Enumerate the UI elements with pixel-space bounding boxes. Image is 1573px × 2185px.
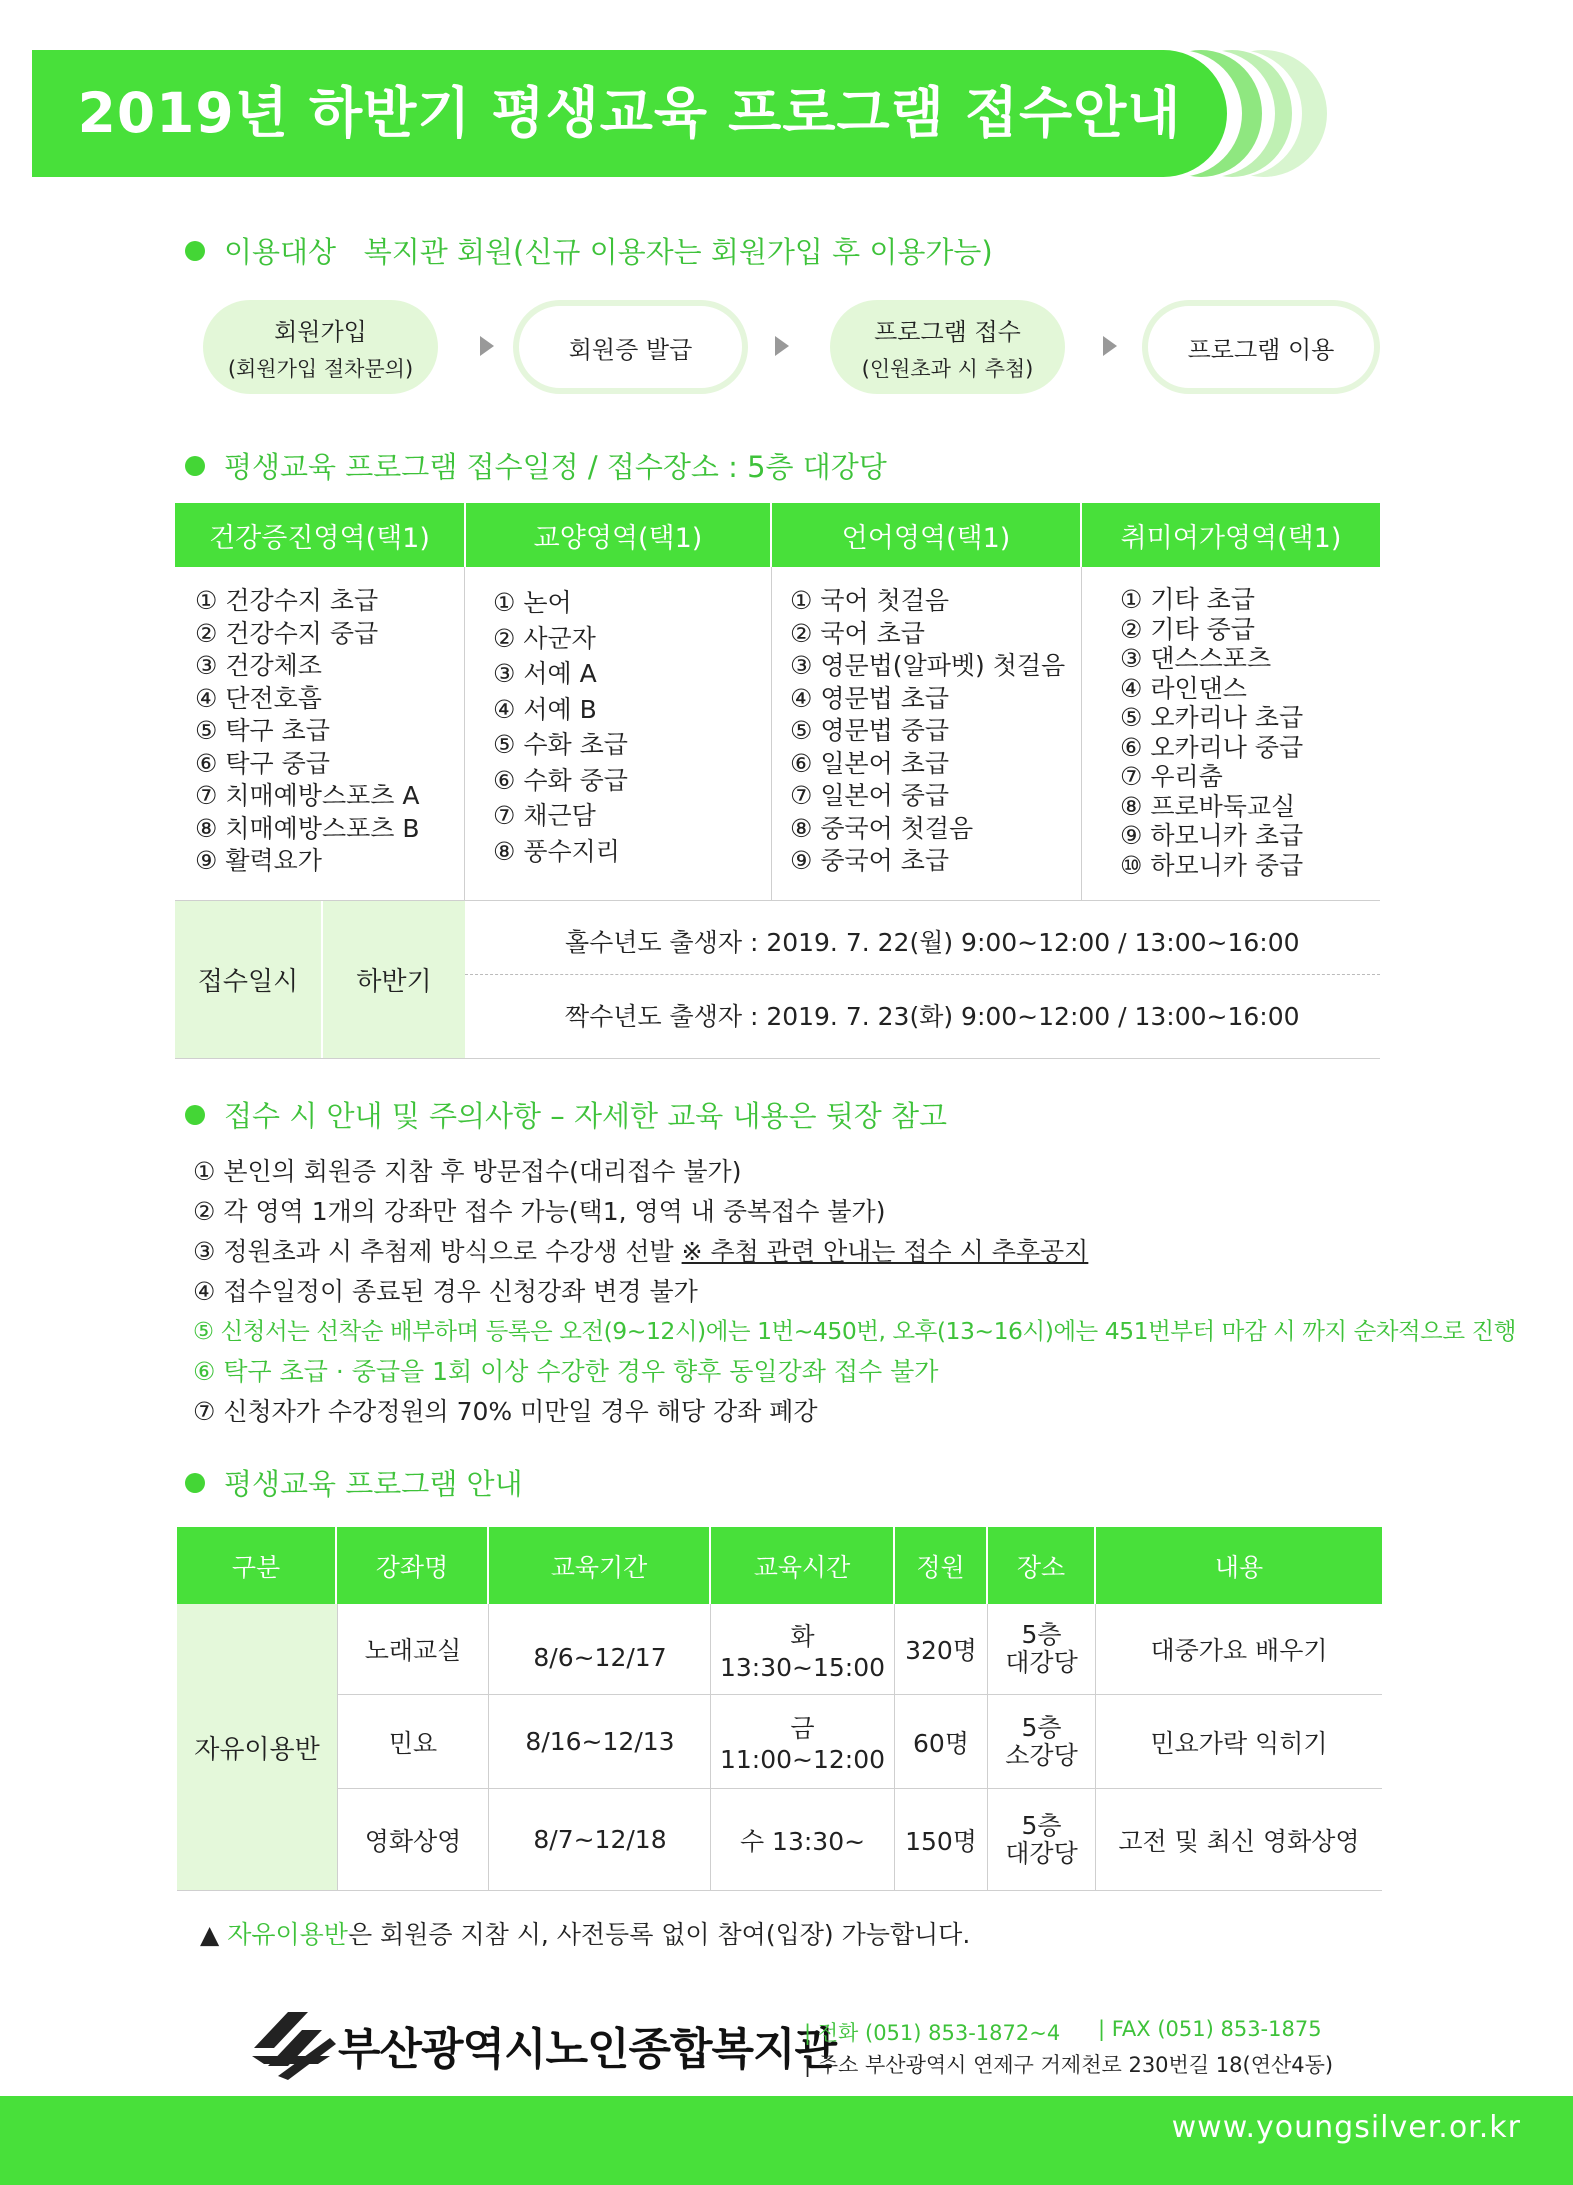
- list-item: ⑥ 수화 중급: [493, 765, 628, 795]
- schedule-column-hobby: [1082, 567, 1380, 901]
- program-header-time: 교육시간: [711, 1527, 895, 1604]
- arrow-right-icon: [775, 336, 789, 356]
- table-cell-period: 8/6~12/17: [533, 1642, 667, 1672]
- list-item: ⑥ 오카리나 중급: [1120, 732, 1304, 762]
- section3-title: 접수 시 안내 및 주의사항 – 자세한 교육 내용은 뒷장 참고: [224, 1099, 947, 1133]
- website-link[interactable]: www.youngsilver.or.kr: [1171, 2110, 1521, 2145]
- list-item: ⑤ 오카리나 초급: [1120, 703, 1304, 732]
- footer-phone: | 전화 (051) 853-1872~4: [804, 2021, 1061, 2045]
- notice-2: ② 각 영역 1개의 강좌만 접수 가능(택1, 영역 내 중복접수 불가): [193, 1197, 886, 1226]
- program-note-highlight: 자유이용반: [227, 1920, 348, 1949]
- list-item: ④ 영문법 초급: [790, 683, 950, 713]
- list-item: ③ 건강체조: [195, 651, 322, 680]
- table-cell-content: 대중가요 배우기: [1150, 1636, 1328, 1665]
- divider: [465, 974, 1380, 975]
- table-cell-time: 수 13:30~: [711, 1789, 895, 1890]
- notice-7: ⑦ 신청자가 수강정원의 70% 미만일 경우 해당 강좌 폐강: [193, 1397, 818, 1426]
- arrow-right-icon: [1103, 336, 1117, 356]
- list-item: ① 국어 첫걸음: [790, 586, 950, 615]
- bullet-icon: [185, 456, 205, 476]
- program-header-name: 강좌명: [337, 1527, 489, 1604]
- list-item: ① 논어: [493, 588, 572, 617]
- table-cell-name: 영화상영: [337, 1789, 489, 1890]
- odd-year-schedule: 홀수년도 출생자 : 2019. 7. 22(월) 9:00~12:00 / 13:00~16:00: [565, 928, 1300, 957]
- schedule-header-health: 건강증진영역(택1): [175, 503, 466, 567]
- triangle-up-icon: ▲: [200, 1920, 228, 1949]
- table-cell-name: 노래교실: [337, 1604, 489, 1694]
- table-cell-period: 8/16~12/13: [525, 1727, 675, 1756]
- list-item: ⑤ 영문법 중급: [790, 716, 950, 745]
- list-item: ③ 댄스스포츠: [1120, 644, 1272, 673]
- table-cell-period: 8/7~12/18: [533, 1825, 667, 1854]
- list-item: ④ 라인댄스: [1120, 673, 1247, 703]
- list-item: ⑧ 치매예방스포츠 B: [195, 813, 420, 843]
- schedule-culture-items: [493, 585, 628, 869]
- program-note: [200, 1915, 970, 1951]
- table-cell-place: [988, 1789, 1096, 1890]
- list-item: ⑥ 탁구 중급: [195, 748, 330, 778]
- process-step-2: [513, 300, 748, 394]
- divider: [175, 1058, 1380, 1059]
- notice-4: ④ 접수일정이 종료된 경우 신청강좌 변경 불가: [193, 1277, 698, 1306]
- program-note-text: 은 회원증 지참 시, 사전등록 없이 참여(입장) 가능합니다.: [347, 1920, 971, 1949]
- program-header-category: 구분: [177, 1527, 337, 1604]
- process-step-4-label: 프로그램 이용: [1187, 335, 1335, 364]
- program-category: 자유이용반: [177, 1604, 337, 1890]
- bullet-icon: [185, 1473, 205, 1493]
- list-item: ⑨ 활력요가: [195, 846, 322, 875]
- process-step-3-label: 프로그램 접수: [874, 317, 1021, 346]
- schedule-header-hobby: 취미여가영역(택1): [1082, 503, 1380, 567]
- list-item: ④ 단전호흡: [195, 683, 322, 713]
- footer-fax: | FAX (051) 853-1875: [1098, 2017, 1322, 2041]
- program-header-place: 장소: [988, 1527, 1096, 1604]
- list-item: ⑧ 프로바둑교실: [1120, 791, 1296, 821]
- process-step-3-sub: (인원초과 시 추첨): [861, 356, 1034, 381]
- process-step-4: [1142, 300, 1380, 394]
- list-item: ⑦ 일본어 중급: [790, 781, 950, 810]
- table-cell-time: 금 11:00~12:00: [711, 1695, 895, 1788]
- notice-1: ① 본인의 회원증 지참 후 방문접수(대리접수 불가): [193, 1157, 742, 1186]
- notice-3: [193, 1232, 1088, 1268]
- even-year-schedule: 짝수년도 출생자 : 2019. 7. 23(화) 9:00~12:00 / 13:00~16:00: [565, 1002, 1300, 1031]
- arrow-right-icon: [480, 336, 494, 356]
- schedule-header-culture: 교양영역(택1): [466, 503, 772, 567]
- list-item: ⑥ 일본어 초급: [790, 748, 950, 778]
- section2-title: 평생교육 프로그램 접수일정 / 접수장소 : 5층 대강당: [224, 450, 887, 484]
- table-cell-time: 화 13:30~15:00: [711, 1604, 895, 1694]
- footer-address: | 주소 부산광역시 연제구 거제천로 230번길 18(연산4동): [804, 2053, 1334, 2077]
- schedule-column-health: [175, 567, 465, 901]
- list-item: ① 건강수지 초급: [195, 586, 379, 615]
- list-item: ② 기타 중급: [1120, 614, 1255, 644]
- schedule-header-language: 언어영역(택1): [772, 503, 1082, 567]
- process-step-2-label: 회원증 발급: [568, 335, 693, 364]
- process-step-1-label: 회원가입: [274, 317, 367, 346]
- list-item: ① 기타 초급: [1120, 585, 1255, 614]
- list-item: ⑤ 탁구 초급: [195, 716, 330, 745]
- list-item: ⑨ 하모니카 초급: [1120, 821, 1304, 850]
- place-hall: 소강당: [1005, 1740, 1078, 1770]
- logo-icon: [248, 2008, 336, 2080]
- banner-title: 2019년 하반기 평생교육 프로그램 접수안내: [77, 81, 1182, 145]
- table-cell-capacity: 320명: [895, 1604, 988, 1694]
- schedule-column-language: [772, 567, 1082, 901]
- list-item: ② 건강수지 중급: [195, 618, 379, 648]
- list-item: ⑦ 치매예방스포츠 A: [195, 781, 420, 810]
- notice-3-text: ③ 정원초과 시 추첨제 방식으로 수강생 선발: [193, 1237, 682, 1266]
- process-step-1-sub: (회원가입 절차문의): [227, 356, 414, 381]
- process-step-3: [830, 300, 1065, 394]
- org-name: 부산광역시노인종합복지관: [338, 2024, 837, 2075]
- divider: [177, 1890, 1382, 1891]
- table-cell-capacity: 150명: [895, 1789, 988, 1890]
- program-header-period: 교육기간: [489, 1527, 711, 1604]
- list-item: ⑨ 중국어 초급: [790, 846, 950, 875]
- half-label: 하반기: [323, 901, 465, 1058]
- list-item: ② 사군자: [493, 623, 596, 653]
- section1-title: 이용대상: [224, 235, 337, 269]
- place-floor: 5층: [1021, 1712, 1062, 1742]
- section1-heading: [224, 230, 993, 271]
- program-header-content: 내용: [1096, 1527, 1382, 1604]
- bullet-icon: [185, 241, 205, 261]
- list-item: ③ 서예 A: [493, 659, 597, 688]
- program-header-capacity: 정원: [895, 1527, 988, 1604]
- list-item: ③ 영문법(알파벳) 첫걸음: [790, 651, 1066, 680]
- notice-6: ⑥ 탁구 초급 · 중급을 1회 이상 수강한 경우 향후 동일강좌 접수 불가: [193, 1357, 939, 1386]
- table-cell-content: 민요가락 익히기: [1150, 1728, 1328, 1758]
- list-item: ⑦ 채근담: [493, 801, 596, 830]
- list-item: ④ 서예 B: [493, 694, 597, 724]
- banner: [32, 50, 1227, 177]
- place-hall: 대강당: [1005, 1648, 1078, 1677]
- table-cell-capacity: 60명: [895, 1695, 988, 1788]
- table-cell-place: [988, 1695, 1096, 1788]
- notice-5: ⑤ 신청서는 선착순 배부하며 등록은 오전(9~12시)에는 1번~450번, 오후(13~16시)에는 451번부터 마감 시 까지 순차적으로 진행: [193, 1317, 1516, 1345]
- bullet-icon: [185, 1105, 205, 1125]
- list-item: ⑦ 우리춤: [1120, 762, 1223, 791]
- table-cell-place: [988, 1604, 1096, 1694]
- list-item: ⑧ 중국어 첫걸음: [790, 813, 974, 843]
- table-cell-content: 고전 및 최신 영화상영: [1118, 1826, 1360, 1856]
- section4-title: 평생교육 프로그램 안내: [224, 1467, 523, 1501]
- process-step-1: [203, 300, 438, 394]
- list-item: ⑧ 풍수지리: [493, 836, 620, 866]
- place-floor: 5층: [1021, 1620, 1062, 1649]
- notice-3-extra: ※ 추첨 관련 안내는 접수 시 추후공지: [681, 1237, 1089, 1266]
- list-item: ⑤ 수화 초급: [493, 730, 628, 759]
- section1-subtitle: 복지관 회원(신규 이용자는 회원가입 후 이용가능): [363, 235, 993, 269]
- list-item: ② 국어 초급: [790, 618, 925, 648]
- list-item: ⑩ 하모니카 중급: [1120, 850, 1304, 880]
- place-hall: 대강당: [1005, 1838, 1078, 1868]
- place-floor: 5층: [1021, 1810, 1062, 1840]
- reception-label: 접수일시: [175, 901, 323, 1058]
- table-cell-name: 민요: [337, 1695, 489, 1788]
